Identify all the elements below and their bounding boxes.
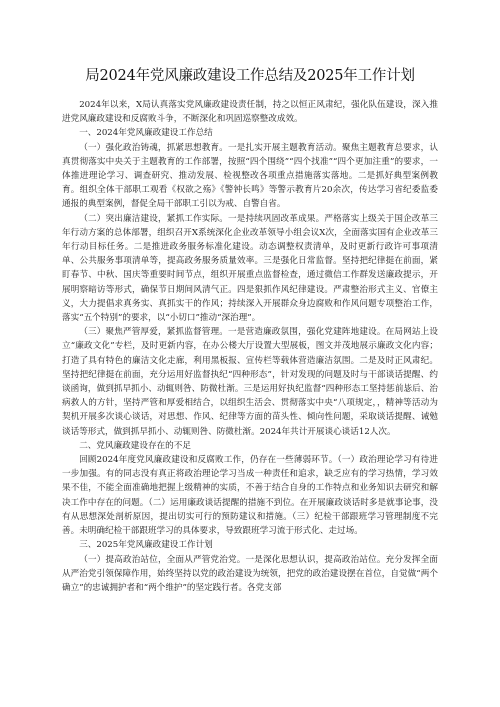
section-heading-shortcomings: 二、党风廉政建设存在的不足 — [79, 440, 191, 451]
shortcomings-paragraph: 回顾2024年度党风廉政建设和反腐败工作，仍存在一些薄弱环节。（一）政治理论学习有待进一步加强。有的同志没有真正将政治理论学习当成一种责任和追求，缺乏应有的学习热情，学习效果不佳，不能全面准确地把握上级精神的实质，不善于结合自身的工作特点和业务知识去研究和解决工作中存在的问题。（二）运用廉政谈话提醒的措施不到位。在开展廉政谈话时多是就事论事，没有从思想深处剖析原因，提出切实可行的预防建议和措施。（三）纪检干部跟班学习管理制度不完善。未明确纪检干部跟班学习的具体要求，导致跟班学习流于形式化、走过场。 — [62, 455, 438, 537]
summary-paragraph-1: （一）强化政治铸魂，抓紧思想教育。一是扎实开展主题教育活动。聚焦主题教育总要求，认真贯彻落实中央关于主题教育的工作部署，按照“四个围绕”“四个找准”“四个更加注重”的要求，一体推进理论学习、调查研究、推动发展、检视整改各项重点措施落实落地。二是抓好典型案例教育。组织全体干部职工观看《权欲之殇》《警钟长鸣》等警示教育片20余次，传达学习省纪委监委通报的典型案例，督促全局干部职工引以为戒、自警自省。 — [62, 142, 438, 210]
section-heading-plan: 三、2025年党风廉政建设工作计划 — [79, 540, 213, 551]
document-title: 局2024年党风廉政建设工作总结及2025年工作计划 — [85, 68, 415, 84]
document-body — [62, 98, 438, 595]
intro-paragraph: 2024年以来，X局认真落实党风廉政建设责任制，持之以恒正风肃纪，强化队伍建设，深入推进党风廉政建设和反腐败斗争，不断深化和巩固巡察整改成效。 — [62, 100, 438, 125]
summary-paragraph-2: （二）突出廉洁建设，紧抓工作实际。一是持续巩固改革成果。严格落实上级关于国企改革三年行动方案的总体部署，组织召开X系统深化企业改革领导小组会议X次，全面落实国有企业改革三年行动目标任务。二是推进政务服务标准化建设。动态调整权责清单，及时更新行政许可事项清单、公共服务事项清单等，提高政务服务质量效率。三是强化日常监督。坚持把纪律挺在前面，紧盯春节、中秋、国庆等重要时间节点，组织开展重点监督检查，通过微信工作群发送廉政提示，开展明察暗访等形式，确保节日期间风清气正。四是狠抓作风纪律建设。严肃整治形式主义、官僚主义，大力提倡求真务实、真抓实干的作风；持续深入开展群众身边腐败和作风问题专项整治工作，落实“五个特别”的要求，以“小切口”推动“深治理”。 — [62, 213, 438, 324]
plan-paragraph-1: （一）提高政治站位，全面从严管党治党。一是深化思想认识，提高政治站位。充分发挥全面从严治党引领保障作用，始终坚持以党的政治建设为统领，把党的政治建设摆在首位，自觉做“两个确立”的忠诚拥护者和“两个维护”的坚定践行者。各党支部 — [62, 554, 438, 593]
section-heading-summary: 一、2024年党风廉政建设工作总结 — [79, 128, 213, 139]
summary-paragraph-3: （三）聚焦严管厚爱，紧抓监督管理。一是营造廉政氛围，强化党建阵地建设。在局网站上设立“廉政文化”专栏，及时更新内容，在办公楼大厅设置大型展板，图文并茂地展示廉政文化内容；打造了具有特色的廉洁文化走廊，利用黑板报、宣传栏等载体营造廉洁氛围。二是及时正风肃纪。坚持把纪律挺在前面，充分运用好监督执纪“四种形态”，针对发现的问题及时与干部谈话提醒、约谈函询，做到抓早抓小、动辄则咎、防微杜渐。三是运用好执纪监督“四种形态工坚持惩前毖后、治病救人的方针，坚持严管和厚爱相结合，以组织生活会、贯彻落实中央“八项规定，，精神等活动为契机开展多次谈心谈话，对思想、作风、纪律等方面的苗头性、倾向性问题，采取谈话提醒、诫勉谈话等形式，做到抓早抓小、动辄则咎、防微杜渐。2024年共计开展谈心谈话12人次。 — [62, 327, 438, 437]
